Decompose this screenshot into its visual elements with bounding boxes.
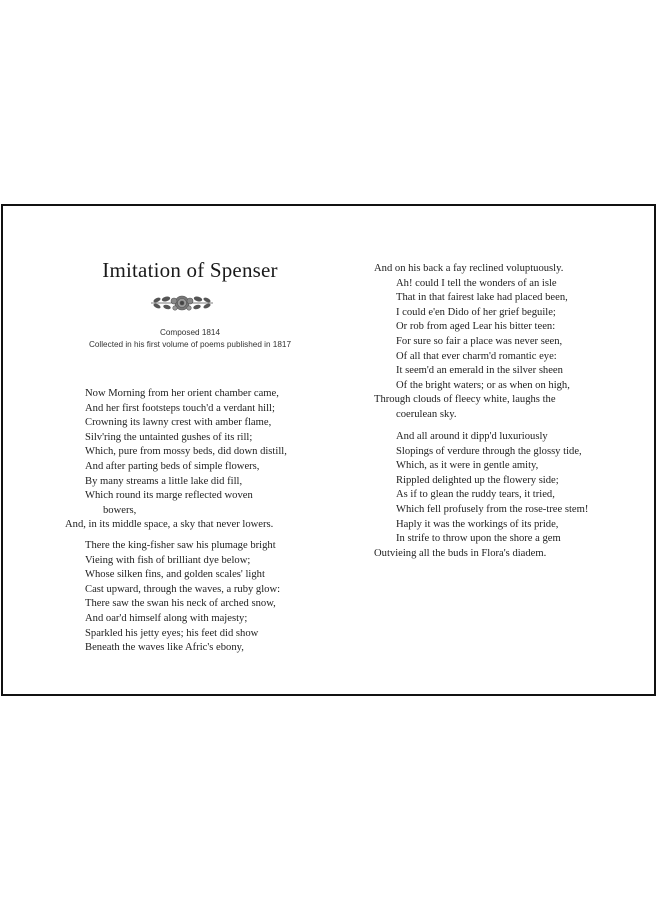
poem-line: Which, pure from mossy beds, did down distill, — [85, 446, 287, 458]
poem-title: Imitation of Spenser — [102, 258, 278, 282]
poem-line: Crowning its lawny crest with amber flame, — [85, 417, 272, 429]
poem-line: And on his back a fay reclined voluptuously. — [374, 263, 564, 274]
collection-note: Collected in his first volume of poems published in 1817 — [88, 340, 292, 349]
poem-line: For sure so fair a place was never seen, — [396, 335, 563, 347]
poem-line: I could e'en Dido of her grief beguile; — [396, 306, 556, 318]
poem-line: And oar'd himself along with majesty; — [85, 612, 248, 624]
stanza-1-continued — [374, 262, 634, 423]
poem-line: Sparkled his jetty eyes; his feet did show — [85, 627, 259, 639]
poem-line: Outvieing all the buds in Flora's diadem. — [374, 547, 547, 559]
poem-metadata — [65, 327, 315, 351]
poem-line: Or rob from aged Lear his bitter teen: — [396, 321, 556, 333]
book-spread — [1, 204, 656, 696]
poem-line: Through clouds of fleecy white, laughs the — [374, 394, 556, 406]
poem-line: And her first footsteps touch'd a verdant hill; — [85, 402, 275, 414]
poem-line: By many streams a little lake did fill, — [85, 475, 243, 487]
poem-line: There the king-fisher saw his plumage bright — [85, 540, 276, 551]
poem-line: That in that fairest lake had placed been, — [396, 292, 568, 304]
poem-line: Beneath the waves like Afric's ebony, — [85, 642, 244, 654]
poem-line: Now Morning from her orient chamber came, — [85, 388, 279, 399]
poem-line: Cast upward, through the waves, a ruby glow: — [85, 583, 281, 595]
poem-line: And after parting beds of simple flowers, — [85, 460, 260, 472]
poem-line: And all around it dipp'd luxuriously — [396, 431, 548, 442]
poem-line: Ah! could I tell the wonders of an isle — [396, 277, 557, 289]
poem-line: Vieing with fish of brilliant dye below; — [85, 554, 251, 566]
poem-line: Which, as it were in gentle amity, — [396, 460, 539, 472]
poem-line: bowers, — [103, 504, 137, 516]
poem-line: Rippled delighted up the flowery side; — [396, 474, 559, 486]
stanza-2 — [65, 539, 325, 656]
poem-line: Which round its marge reflected woven — [85, 490, 253, 502]
poem-line: Which fell profusely from the rose-tree stem! — [396, 503, 589, 515]
floral-ornament-icon — [147, 291, 217, 315]
stanza-3 — [374, 430, 634, 561]
poem-line: Haply it was the workings of its pride, — [396, 518, 559, 530]
poem-line: In strife to throw upon the shore a gem — [396, 533, 561, 545]
poem-line: It seem'd an emerald in the silver sheen — [396, 365, 563, 377]
poem-line: coerulean sky. — [396, 408, 457, 420]
poem-line: Silv'ring the untainted gushes of its rill; — [85, 431, 253, 443]
poem-line: Of the bright waters; or as when on high, — [396, 379, 570, 391]
poem-line: There saw the swan his neck of arched snow, — [85, 598, 276, 610]
poem-line: Whose silken fins, and golden scales' light — [85, 569, 265, 581]
poem-line: Slopings of verdure through the glossy tide, — [396, 445, 582, 457]
stanza-1 — [65, 387, 325, 533]
poem-line: Of all that ever charm'd romantic eye: — [396, 350, 557, 362]
poem-line: And, in its middle space, a sky that never lowers. — [65, 519, 274, 531]
poem-line: As if to glean the ruddy tears, it tried, — [396, 489, 555, 501]
composed-date: Composed 1814 — [159, 328, 221, 337]
